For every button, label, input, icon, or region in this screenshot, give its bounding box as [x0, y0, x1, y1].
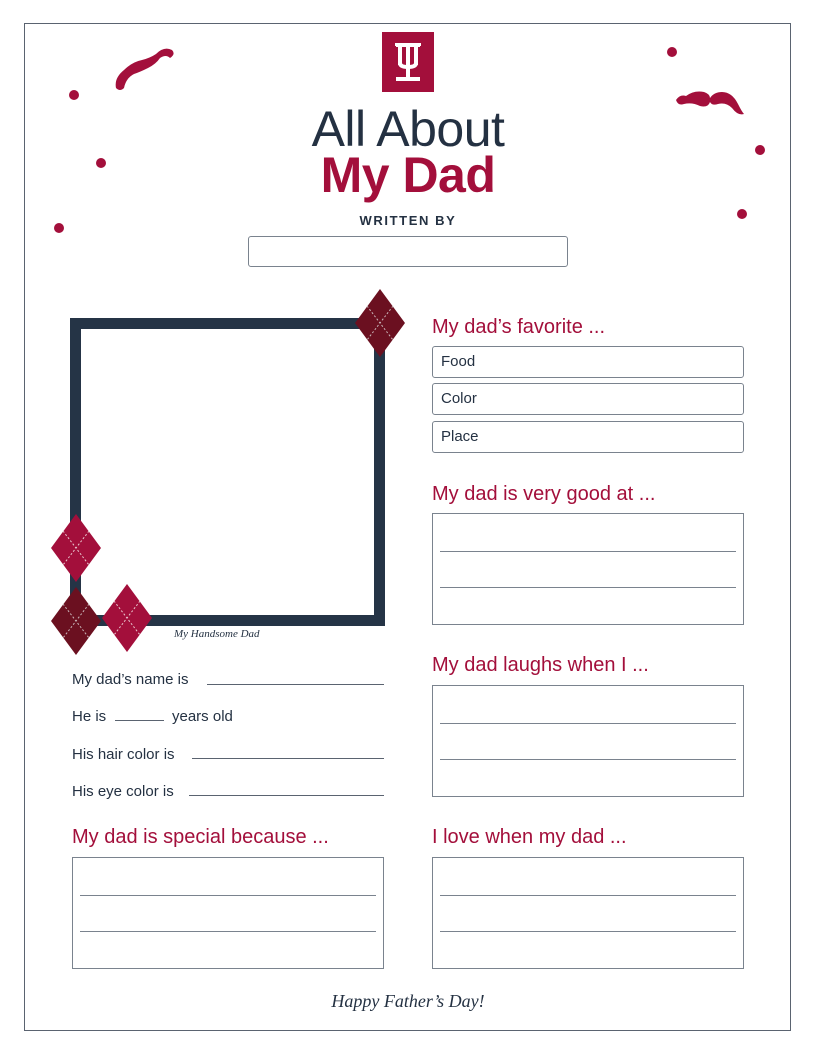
- argyle-diamond-icon: [355, 289, 405, 357]
- good-at-title: My dad is very good at ...: [432, 483, 656, 505]
- laughs-title: My dad laughs when I ...: [432, 654, 649, 676]
- hair-color-label: His hair color is: [72, 746, 175, 763]
- writing-line: [440, 551, 736, 552]
- laughs-field[interactable]: [432, 685, 744, 797]
- eye-color-field[interactable]: [189, 795, 384, 796]
- argyle-diamond-icon: [51, 587, 101, 655]
- title-line-2: My Dad: [320, 147, 496, 203]
- confetti-dot: [667, 47, 677, 57]
- dad-age-field[interactable]: [115, 720, 164, 721]
- special-title: My dad is special because ...: [72, 826, 329, 848]
- iu-logo: [382, 32, 434, 92]
- favorites-title: My dad’s favorite ...: [432, 316, 606, 338]
- writing-line: [440, 587, 736, 588]
- mustache-icon: [112, 44, 178, 94]
- favorite-place-field[interactable]: Place: [432, 421, 744, 453]
- age-label-before: He is: [72, 708, 107, 725]
- written-by-label: WRITTEN BY: [359, 213, 457, 228]
- title-line-1: All About: [311, 101, 505, 157]
- dad-name-label: My dad’s name is: [72, 671, 189, 688]
- footer-message: Happy Father’s Day!: [331, 991, 485, 1011]
- writing-line: [440, 723, 736, 724]
- writing-line: [440, 759, 736, 760]
- writing-line: [440, 931, 736, 932]
- favorite-food-field[interactable]: Food: [432, 346, 744, 378]
- photo-frame[interactable]: [70, 318, 385, 626]
- age-label-after: years old: [172, 708, 233, 725]
- writing-line: [80, 895, 376, 896]
- argyle-diamond-icon: [102, 584, 152, 652]
- confetti-dot: [69, 90, 79, 100]
- special-field[interactable]: [72, 857, 384, 969]
- good-at-field[interactable]: [432, 513, 744, 625]
- author-name-field[interactable]: [248, 236, 568, 267]
- writing-line: [80, 931, 376, 932]
- favorite-color-field[interactable]: Color: [432, 383, 744, 415]
- love-title: I love when my dad ...: [432, 826, 627, 848]
- photo-caption: My Handsome Dad: [174, 628, 260, 640]
- writing-line: [440, 895, 736, 896]
- love-field[interactable]: [432, 857, 744, 969]
- argyle-diamond-icon: [51, 514, 101, 582]
- dad-name-field[interactable]: [207, 684, 384, 685]
- hair-color-field[interactable]: [192, 758, 384, 759]
- eye-color-label: His eye color is: [72, 783, 174, 800]
